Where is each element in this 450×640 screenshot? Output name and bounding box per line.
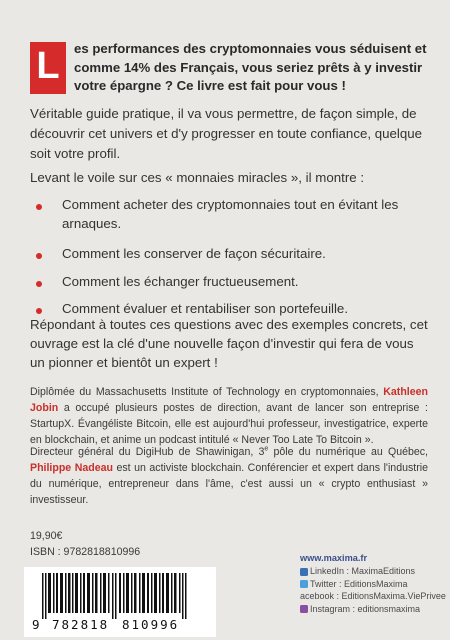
- paragraph-voile: Levant le voile sur ces « monnaies miracles », il montre :: [30, 170, 365, 185]
- intro-paragraph: [36, 40, 434, 96]
- facebook-link[interactable]: [300, 590, 450, 602]
- barcode: [24, 567, 216, 637]
- linkedin-icon: [300, 568, 308, 576]
- paragraph-conclusion: Répondant à toutes ces questions avec des exemples concrets, cet ouvrage est la clé d'une nouvelle façon d'investir qui fera de vous un pionner et bientôt un expert !: [30, 317, 428, 370]
- price: 19,90€: [30, 530, 63, 542]
- twitter-icon: [300, 580, 308, 588]
- list-item: [36, 245, 426, 264]
- instagram-label: Instagram : editionsmaxima: [310, 603, 421, 614]
- bullet-text: Comment les conserver de façon sécuritaire.: [62, 246, 326, 261]
- twitter-link[interactable]: [300, 578, 450, 590]
- intro-text: es performances des cryptomonnaies vous séduisent et comme 14% des Français, vous seriez prêts à y investir votre épargne ? Ce livre est fait pour vous !: [74, 41, 427, 93]
- isbn: ISBN : 9782818810996: [30, 546, 141, 558]
- bio-text: pôle du numérique au Québec,: [268, 446, 428, 458]
- bullet-text: Comment acheter des cryptomonnaies tout en évitant les arnaques.: [62, 197, 399, 231]
- bio-text: a occupé plusieurs postes de direction, avant de lancer son entreprise : StartupX. Évangéliste Bitcoin, elle est aujourd'hui professeur, investigatrice, experte en blockchain, et anime un podcast intitulé « Never Too Late To Bitcoin ».: [30, 402, 428, 446]
- author-name: Kathleen Jobin: [30, 386, 428, 414]
- bullet-dot: [36, 281, 42, 287]
- instagram-link[interactable]: [300, 603, 450, 615]
- list-item: [36, 273, 426, 292]
- bio-superscript: e: [264, 445, 269, 453]
- instagram-icon: [300, 605, 308, 613]
- bio-text: Diplômée du Massachusetts Institute of Technology en cryptomonnaies,: [30, 386, 384, 398]
- bullet-dot: [36, 204, 42, 210]
- bio-text: est un activiste blockchain. Conférencier et expert dans l'industrie du numérique, entrepreneur dans l'âme, c'est aussi un « crypto enthusiast » investisseur.: [30, 462, 428, 506]
- list-item: [36, 196, 426, 233]
- bullet-dot: [36, 308, 42, 314]
- author-bio-philippe: [30, 444, 428, 508]
- barcode-bars-icon: [34, 573, 206, 619]
- bullet-text: Comment les échanger fructueusement.: [62, 273, 299, 289]
- author-bio-kathleen: [30, 384, 428, 448]
- barcode-group-2: 810996: [122, 617, 180, 632]
- author-name: Philippe Nadeau: [30, 462, 113, 474]
- barcode-group-1: 782818: [52, 617, 110, 632]
- intro-first-letter: L: [36, 45, 60, 87]
- paragraph-guide: Véritable guide pratique, il va vous permettre, de façon simple, de découvrir cet univers et d'y progresser en toute confiance, quelque soit votre profil.: [30, 106, 423, 161]
- publisher-contact: [300, 552, 450, 615]
- facebook-label: acebook : EditionsMaxima.ViePrivee: [300, 591, 446, 602]
- linkedin-label: LinkedIn : MaximaEditions: [310, 566, 416, 577]
- bullet-text: Comment évaluer et rentabiliser son portefeuille.: [62, 301, 349, 316]
- bio-text: Directeur général du DigiHub de Shawinigan, 3: [30, 446, 265, 458]
- twitter-label: Twitter : EditionsMaxima: [310, 578, 408, 589]
- barcode-digit-lead: 9: [32, 617, 40, 632]
- website-link[interactable]: www.maxima.fr: [300, 553, 368, 563]
- bullet-dot: [36, 253, 42, 259]
- linkedin-link[interactable]: [300, 565, 450, 577]
- bullet-list: [36, 196, 426, 328]
